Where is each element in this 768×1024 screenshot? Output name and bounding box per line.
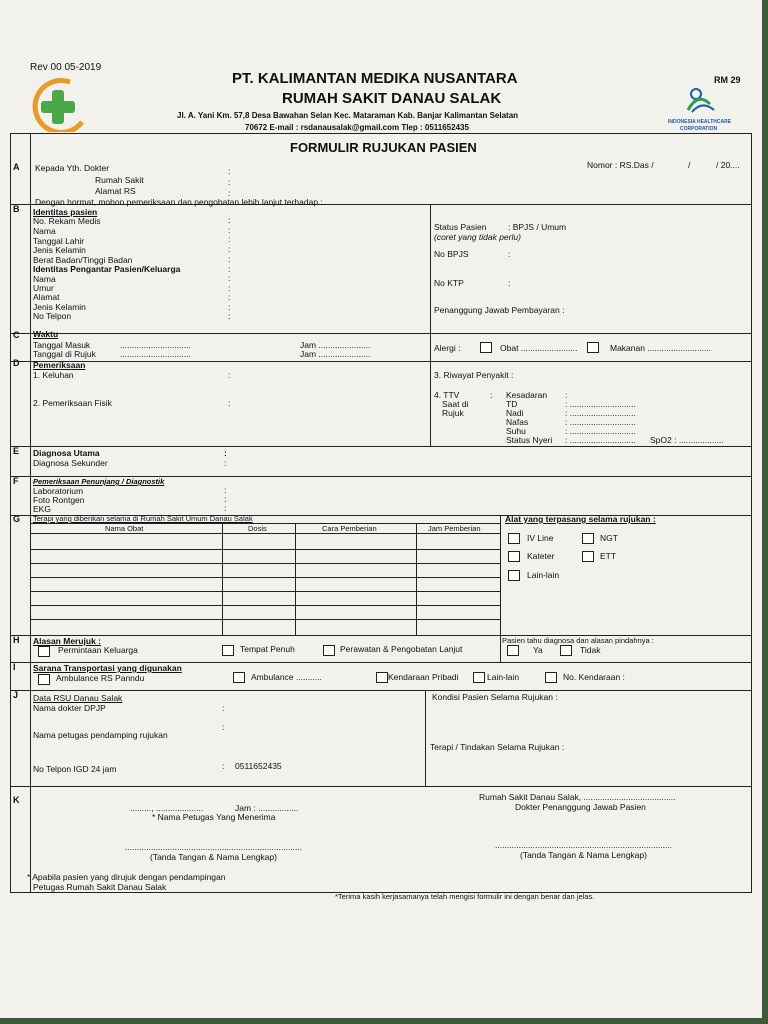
b-status: Status Pasien: [434, 222, 487, 232]
ihc-logo: [680, 86, 720, 116]
no-kendaraan-checkbox[interactable]: [545, 672, 557, 683]
section-letter-i: I: [13, 662, 16, 672]
a-dengan: Dengan hormat, mohon pemeriksaan dan pengobatan lebih lanjut terhadap :: [35, 197, 323, 207]
lain-lain-transport-checkbox[interactable]: [473, 672, 485, 683]
rm-code: RM 29: [714, 75, 741, 85]
section-letter-b: B: [13, 204, 20, 214]
ihc-text-2: CORPORATION: [680, 126, 718, 132]
tidak-checkbox[interactable]: [560, 645, 572, 656]
ngt-checkbox[interactable]: [582, 533, 594, 544]
form-paper: Rev 00 05-2019 PT. KALIMANTAN MEDIKA NUSANTARA RUMAH SAKIT DANAU SALAK Jl. A. Yani Km. 57,8 Desa Bawahan Selan Kec. Mataraman Kab. Banjar Kalimantan Selatan 70672 E-mail : rsdanausalak@gmail.com Tlep : 0511652435 RM 29 INDONESIA HEALTHCARE CORPORATION A B C D E F G H I J K FORMULIR RUJUKAN PASIEN Kepada Yth. Dokter Rumah Sakit Alamat RS : : : Nomor : RS.Das / / / 20.... Dengan hormat, mohon pemeriksaan dan pengobatan lebih lanjut terhadap : Identitas pasien No. Rekam Medis Nama Tanggal Lahir Jenis Kelamin Berat Badan/Tinggi Badan Identitas Pengantar Pasien/Keluarga Nama Umur Alamat Jenis Kelamin No Telpon : : : : : : : : : : : Status Pasien : BPJS / Umum (coret yang tidak perlu) No BPJS : No KTP : Penanggung Jawab Pembayaran : Waktu Tanggal Masuk Tanggal di Rujuk .............................. .............................. Jam ...................... Jam ...................... Alergi : Obat ........................ Makanan ........................... Pemeriksaan 1. Keluhan : 2. Pemeriksaan Fisik : 3. Riwayat Penyakit : 4. TTV Saat di Rujuk : Kesadaran TD Nadi Nafas Suhu Status Nyeri : : ............................ : ............................ : ............................ : ............................ : ............................ SpO2 : ................... Diagnosa Utama : Diagnosa Sekunder : Pemeriksaan Penunjang / Diagnostik Laboratorium Foto Rontgen EKG : : : Terapi yang diberikan selama di Rumah Sakit Umum Danau Salak Nama Obat Dosis Cara Pemberian Jam Pemberian Alat yang terpasang selama rujukan : IV Line NGT Kateter ETT Lain-lain Alasan Merujuk : Permintaan Keluarga Tempat Penuh Perawatan & Pengobatan Lanjut Pasien tahu diagnosa dan alasan pindahnya : Ya Tidak Sarana Transportasi yang digunakan Ambulance RS Panndu Ambulance ........... Kendaraan Pribadi Lain-lain No. Kendaraan : Data RSU Danau Salak Nama dokter DPJP : : Nama petugas pendamping rujukan No Telpon IGD 24 jam : 0511652435 Kondisi Pasien Selama Rujukan : Terapi / Tindakan Selama Rujukan : ........., .................... Jam : ................. * Nama Petugas Yang Menerima ........................................................................... (Tanda Tangan & Nama Lengkap) * Apabila pasien yang dirujuk dengan pendampingan Petugas Rumah Sakit Danau Salak Rumah Sakit Danau Salak, ....................................... Dokter Penanggung Jawab Pasien ........................................................................... (Tanda Tangan & Nama Lengkap) *Terima kasih kerjasamanya telah mengisi formulir ini dengan benar dan jelas.: [0, 0, 762, 1018]
form-title: FORMULIR RUJUKAN PASIEN: [290, 140, 477, 155]
b-status-val: : BPJS / Umum: [508, 222, 567, 232]
b-bpjs: No BPJS: [434, 249, 469, 259]
alergi-obat-checkbox[interactable]: [480, 342, 492, 353]
b-penanggung: Penanggung Jawab Pembayaran :: [434, 305, 565, 315]
a-alamat: Alamat RS: [95, 186, 136, 196]
ambulance-rs-checkbox[interactable]: [38, 674, 50, 685]
company-name: PT. KALIMANTAN MEDIKA NUSANTARA: [232, 70, 518, 87]
a-rs: Rumah Sakit: [95, 175, 144, 185]
a-nomor: Nomor : RS.Das /: [587, 160, 654, 170]
b-identitas: Identitas pasien: [33, 207, 98, 217]
address-line-2: 70672 E-mail : rsdanausalak@gmail.com Tlep : 0511652435: [245, 123, 469, 132]
section-letter-f: F: [13, 476, 19, 486]
ambulance-checkbox[interactable]: [233, 672, 245, 683]
section-letter-e: E: [13, 446, 20, 456]
section-letter-c: C: [13, 330, 20, 340]
section-letter-j: J: [13, 690, 19, 700]
section-letter-a: A: [13, 162, 20, 172]
a-year: / 20....: [716, 160, 740, 170]
revision-label: Rev 00 05-2019: [30, 62, 102, 73]
d-pemeriksaan: Pemeriksaan: [33, 360, 86, 370]
hospital-name: RUMAH SAKIT DANAU SALAK: [282, 90, 502, 107]
c-waktu: Waktu: [33, 329, 59, 339]
tempat-penuh-checkbox[interactable]: [222, 645, 234, 656]
iv-line-checkbox[interactable]: [508, 533, 520, 544]
section-letter-h: H: [13, 635, 20, 645]
kendaraan-pribadi-checkbox[interactable]: [376, 672, 388, 683]
section-letter-d: D: [13, 358, 20, 368]
address-line-1: Jl. A. Yani Km. 57,8 Desa Bawahan Selan Kec. Mataraman Kab. Banjar Kalimantan Selatan: [177, 111, 519, 120]
section-letter-g: G: [13, 514, 21, 524]
alergi-makanan-checkbox[interactable]: [587, 342, 599, 353]
ya-checkbox[interactable]: [507, 645, 519, 656]
hospital-logo: [30, 76, 90, 132]
lain-lain-alat-checkbox[interactable]: [508, 570, 520, 581]
ett-checkbox[interactable]: [582, 551, 594, 562]
perawatan-lanjut-checkbox[interactable]: [323, 645, 335, 656]
c-alergi: Alergi :: [434, 343, 461, 353]
section-letter-k: K: [13, 795, 20, 805]
a-kepada: Kepada Yth. Dokter: [35, 163, 110, 173]
kateter-checkbox[interactable]: [508, 551, 520, 562]
b-coret: (coret yang tidak perlu): [434, 232, 521, 242]
permintaan-keluarga-checkbox[interactable]: [38, 646, 50, 657]
ihc-text-1: INDONESIA HEALTHCARE: [668, 119, 732, 125]
b-ktp: No KTP: [434, 278, 464, 288]
b-pengantar: Identitas Pengantar Pasien/Keluarga: [33, 264, 181, 274]
